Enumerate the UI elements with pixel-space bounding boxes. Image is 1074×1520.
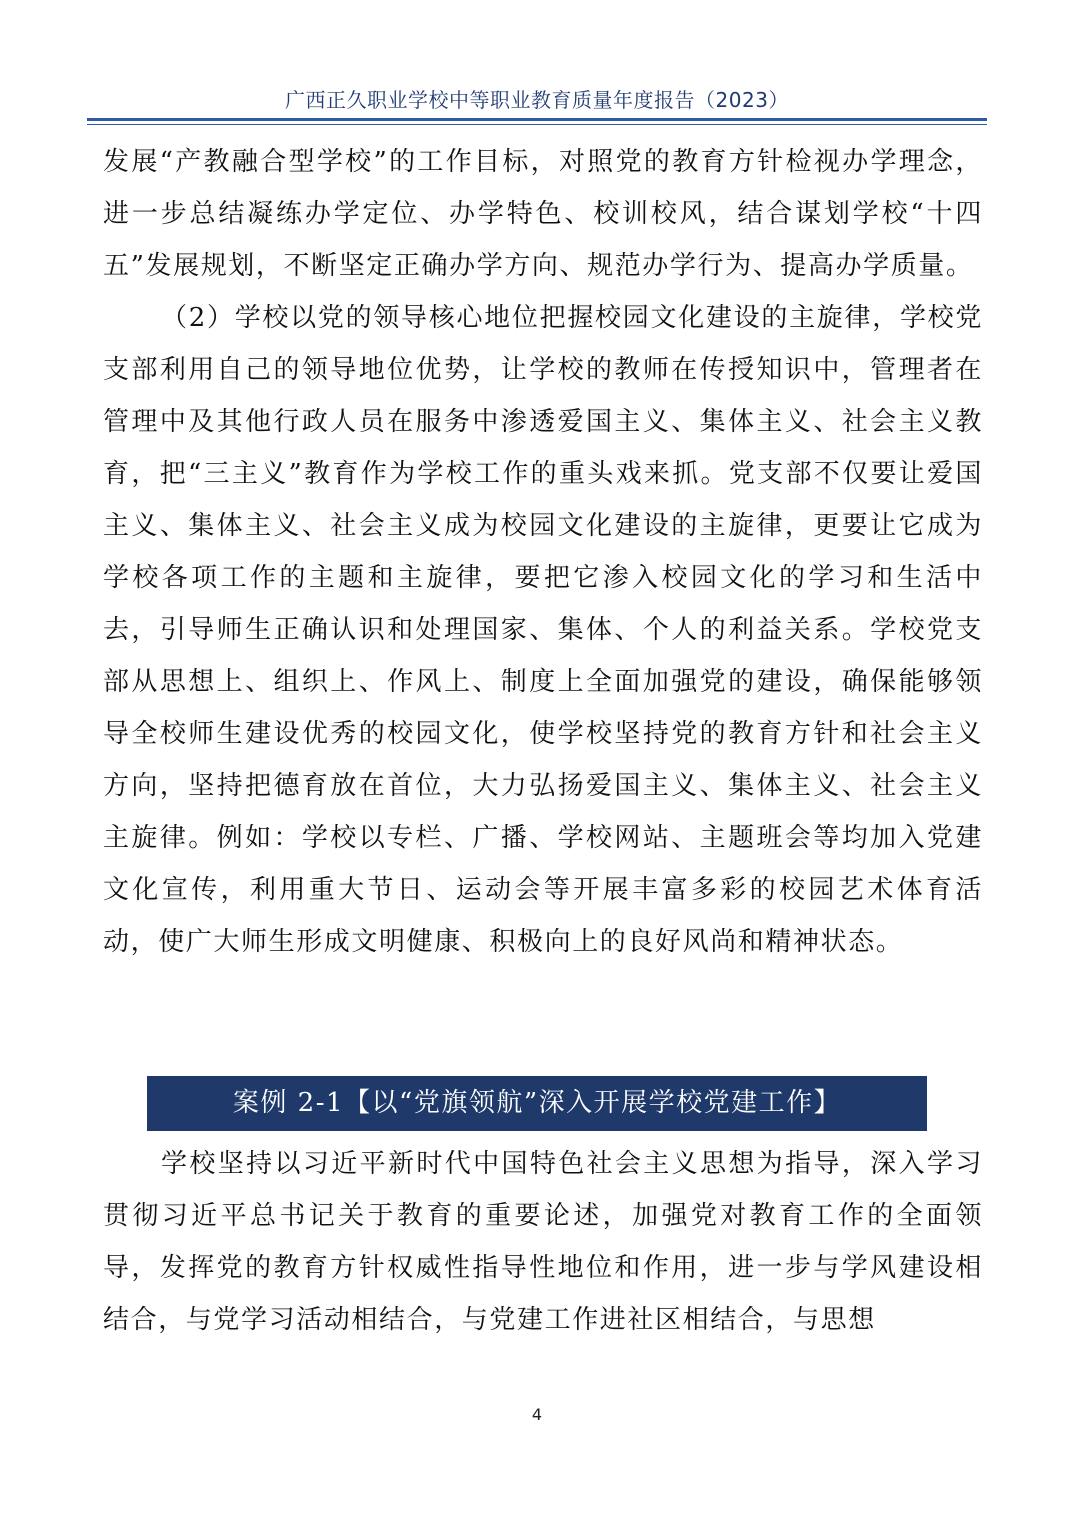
- main-text: [103, 136, 983, 968]
- paragraph-2: （2）学校以党的领导核心地位把握校园文化建设的主旋律，学校党支部利用自己的领导地位优势，让学校的教师在传授知识中，管理者在管理中及其他行政人员在服务中渗透爱国主义、集体主义、社会主义教育，把“三主义”教育作为学校工作的重头戏来抓。党支部不仅要让爱国主义、集体主义、社会主义成为校园文化建设的主旋律，更要让它成为学校各项工作的主题和主旋律，要把它渗入校园文化的学习和生活中去，引导师生正确认识和处理国家、集体、个人的利益关系。学校党支部从思想上、组织上、作风上、制度上全面加强党的建设，确保能够领导全校师生建设优秀的校园文化，使学校坚持党的教育方针和社会主义方向，坚持把德育放在首位，大力弘扬爱国主义、集体主义、社会主义主旋律。例如：学校以专栏、广播、学校网站、主题班会等均加入党建文化宣传，利用重大节日、运动会等开展丰富多彩的校园艺术体育活动，使广大师生形成文明健康、积极向上的良好风尚和精神状态。: [103, 303, 983, 957]
- case-paragraph: 学校坚持以习近平新时代中国特色社会主义思想为指导，深入学习贯彻习近平总书记关于教育的重要论述，加强党对教育工作的全面领导，发挥党的教育方针权威性指导性地位和作用，进一步与学风建设相结合，与党学习活动相结合，与党建工作进社区相结合，与思想: [103, 1149, 983, 1335]
- case-title-banner: 案例 2-1【以“党旗领航”深入开展学校党建工作】: [147, 1076, 927, 1131]
- paragraph-1: 发展“产教融合型学校”的工作目标，对照党的教育方针检视办学理念，进一步总结凝练办学定位、办学特色、校训校风，结合谋划学校“十四五”发展规划，不断坚定正确办学方向、规范办学行为、提高办学质量。: [103, 147, 983, 281]
- case-text: [103, 1138, 983, 1346]
- page-number: 4: [531, 1405, 543, 1424]
- header-rule-thin: [87, 124, 987, 125]
- header-rule-thick: [87, 118, 987, 121]
- page-header-title: 广西正久职业学校中等职业教育质量年度报告（2023）: [285, 88, 789, 112]
